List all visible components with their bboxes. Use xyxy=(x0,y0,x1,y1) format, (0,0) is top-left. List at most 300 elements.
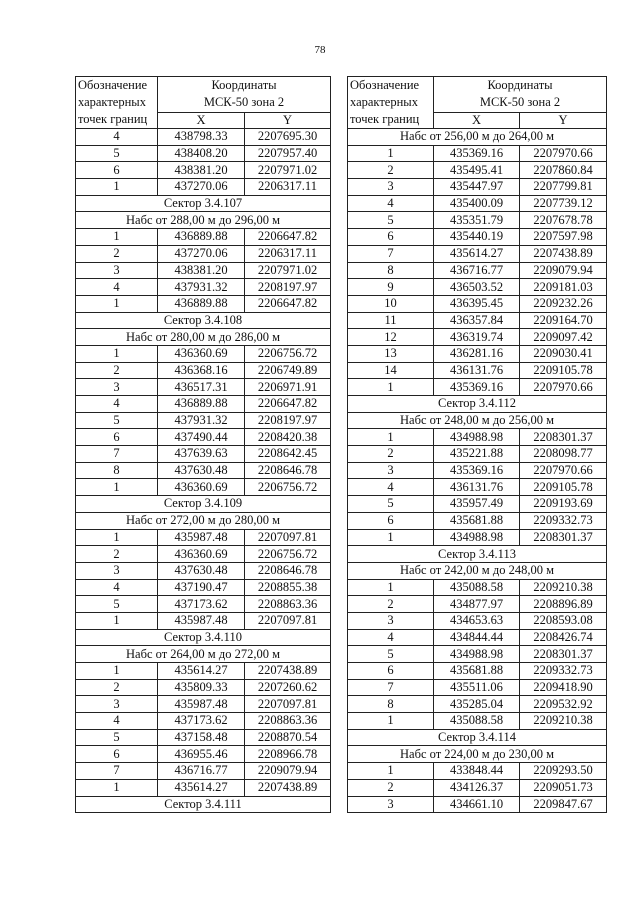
point-number: 4 xyxy=(76,396,158,413)
header-label-line-2: характерных xyxy=(350,95,418,109)
coord-x: 435681.88 xyxy=(434,512,520,529)
point-number: 4 xyxy=(76,713,158,730)
coord-y: 2208863.36 xyxy=(245,713,331,730)
coord-x: 435369.16 xyxy=(434,462,520,479)
point-number: 12 xyxy=(348,329,434,346)
section-label-row xyxy=(348,729,607,746)
table-row xyxy=(76,663,331,680)
table-row xyxy=(348,329,607,346)
table-row xyxy=(348,429,607,446)
section-label: Сектор 3.4.111 xyxy=(76,796,331,813)
table-row xyxy=(348,696,607,713)
coord-x: 437931.32 xyxy=(158,412,245,429)
table-row xyxy=(76,245,331,262)
point-number: 10 xyxy=(348,295,434,312)
section-label: Набс от 280,00 м до 286,00 м xyxy=(76,329,331,346)
point-number: 7 xyxy=(76,446,158,463)
coord-y: 2207438.89 xyxy=(245,663,331,680)
point-number: 2 xyxy=(76,362,158,379)
table-row xyxy=(348,446,607,463)
coord-y: 2208301.37 xyxy=(520,529,607,546)
point-number: 3 xyxy=(76,262,158,279)
header-x: X xyxy=(158,112,245,128)
coord-y: 2208197.97 xyxy=(245,279,331,296)
coord-y: 2208855.38 xyxy=(245,579,331,596)
point-number: 4 xyxy=(348,629,434,646)
point-number: 8 xyxy=(348,696,434,713)
coord-x: 436716.77 xyxy=(158,763,245,780)
table-row xyxy=(76,295,331,312)
coord-x: 436955.46 xyxy=(158,746,245,763)
coord-y: 2206749.89 xyxy=(245,362,331,379)
coord-y: 2209332.73 xyxy=(520,512,607,529)
point-number: 13 xyxy=(348,345,434,362)
coord-x: 435221.88 xyxy=(434,446,520,463)
point-number: 3 xyxy=(76,379,158,396)
table-row xyxy=(348,763,607,780)
coord-x: 437639.63 xyxy=(158,446,245,463)
coord-x: 437270.06 xyxy=(158,179,245,196)
coord-y: 2206647.82 xyxy=(245,229,331,246)
coord-y: 2209532.92 xyxy=(520,696,607,713)
coord-y: 2209293.50 xyxy=(520,763,607,780)
coord-y: 2209181.03 xyxy=(520,279,607,296)
coord-y: 2207695.30 xyxy=(245,129,331,146)
table-row xyxy=(76,279,331,296)
coord-y: 2209051.73 xyxy=(520,779,607,796)
table-row xyxy=(76,529,331,546)
coord-y: 2207957.40 xyxy=(245,145,331,162)
point-number: 1 xyxy=(348,429,434,446)
point-number: 1 xyxy=(76,612,158,629)
header-x: X xyxy=(434,112,520,128)
coord-x: 436360.69 xyxy=(158,345,245,362)
coord-y: 2208863.36 xyxy=(245,596,331,613)
coord-x: 436360.69 xyxy=(158,546,245,563)
section-label-row xyxy=(348,412,607,429)
table-row xyxy=(76,679,331,696)
header-label-line-3: точек границ xyxy=(78,112,148,126)
table-row xyxy=(76,362,331,379)
point-number: 6 xyxy=(76,746,158,763)
coord-x: 437158.48 xyxy=(158,729,245,746)
coord-y: 2209418.90 xyxy=(520,679,607,696)
table-row xyxy=(348,679,607,696)
point-number: 1 xyxy=(348,763,434,780)
table-row xyxy=(348,796,607,813)
table-row xyxy=(76,345,331,362)
section-label: Сектор 3.4.110 xyxy=(76,629,331,646)
coord-y: 2207438.89 xyxy=(245,779,331,796)
table-row xyxy=(348,362,607,379)
coord-y: 2208197.97 xyxy=(245,412,331,429)
section-label-row xyxy=(348,129,607,146)
header-y: Y xyxy=(245,112,331,128)
coord-y: 2208870.54 xyxy=(245,729,331,746)
coord-x: 435987.48 xyxy=(158,529,245,546)
coord-x: 438381.20 xyxy=(158,262,245,279)
header-coords-line-1: Координаты xyxy=(487,78,553,93)
section-label: Набс от 224,00 м до 230,00 м xyxy=(348,746,607,763)
coord-y: 2209105.78 xyxy=(520,362,607,379)
point-number: 7 xyxy=(348,245,434,262)
section-label-row xyxy=(76,629,331,646)
section-label: Сектор 3.4.112 xyxy=(348,396,607,413)
point-number: 5 xyxy=(76,596,158,613)
coord-x: 435614.27 xyxy=(434,245,520,262)
coord-x: 435681.88 xyxy=(434,663,520,680)
coord-x: 434988.98 xyxy=(434,429,520,446)
section-label-row xyxy=(348,746,607,763)
coord-x: 436889.88 xyxy=(158,295,245,312)
point-number: 3 xyxy=(348,462,434,479)
point-number: 6 xyxy=(76,429,158,446)
coord-y: 2207739.12 xyxy=(520,195,607,212)
table-row xyxy=(76,262,331,279)
section-label: Сектор 3.4.107 xyxy=(76,195,331,212)
coord-x: 436360.69 xyxy=(158,479,245,496)
table-row xyxy=(76,429,331,446)
point-number: 8 xyxy=(348,262,434,279)
coord-y: 2208646.78 xyxy=(245,462,331,479)
coord-y: 2207971.02 xyxy=(245,262,331,279)
table-row xyxy=(76,596,331,613)
section-label-row xyxy=(76,329,331,346)
coord-x: 436517.31 xyxy=(158,379,245,396)
section-label-row xyxy=(348,546,607,563)
point-number: 1 xyxy=(348,579,434,596)
coord-x: 436319.74 xyxy=(434,329,520,346)
table-body-right xyxy=(348,129,607,813)
coord-y: 2206317.11 xyxy=(245,179,331,196)
coord-x: 436357.84 xyxy=(434,312,520,329)
section-label-row xyxy=(76,195,331,212)
coordinates-table-left xyxy=(75,76,331,813)
point-number: 1 xyxy=(76,663,158,680)
table-row xyxy=(76,746,331,763)
point-number: 2 xyxy=(76,245,158,262)
point-number: 6 xyxy=(76,162,158,179)
point-number: 1 xyxy=(76,229,158,246)
coord-x: 436395.45 xyxy=(434,295,520,312)
coord-y: 2206647.82 xyxy=(245,396,331,413)
point-number: 2 xyxy=(76,679,158,696)
coord-y: 2207970.66 xyxy=(520,379,607,396)
coord-y: 2206317.11 xyxy=(245,245,331,262)
point-number: 6 xyxy=(348,663,434,680)
table-row xyxy=(76,462,331,479)
point-number: 1 xyxy=(76,179,158,196)
coord-x: 435351.79 xyxy=(434,212,520,229)
point-number: 1 xyxy=(348,379,434,396)
coord-y: 2208420.38 xyxy=(245,429,331,446)
point-number: 11 xyxy=(348,312,434,329)
table-row xyxy=(76,229,331,246)
header-label-line-2: характерных xyxy=(78,95,146,109)
coord-y: 2209332.73 xyxy=(520,663,607,680)
coord-y: 2209210.38 xyxy=(520,713,607,730)
coord-y: 2207970.66 xyxy=(520,462,607,479)
coord-x: 436889.88 xyxy=(158,396,245,413)
point-number: 3 xyxy=(76,696,158,713)
table-row xyxy=(76,379,331,396)
table-row xyxy=(76,612,331,629)
coord-y: 2208593.08 xyxy=(520,612,607,629)
point-number: 3 xyxy=(348,796,434,813)
table-row xyxy=(76,162,331,179)
coord-y: 2207860.84 xyxy=(520,162,607,179)
table-row xyxy=(348,312,607,329)
point-number: 4 xyxy=(76,129,158,146)
table-row xyxy=(348,479,607,496)
point-number: 7 xyxy=(348,679,434,696)
coord-x: 435495.41 xyxy=(434,162,520,179)
page-number: 78 xyxy=(314,44,326,56)
coord-y: 2209105.78 xyxy=(520,479,607,496)
table-row xyxy=(348,262,607,279)
point-number: 1 xyxy=(76,529,158,546)
table-row xyxy=(76,479,331,496)
point-number: 1 xyxy=(348,713,434,730)
coord-x: 437173.62 xyxy=(158,713,245,730)
header-label-line-3: точек границ xyxy=(350,112,420,126)
table-row xyxy=(76,763,331,780)
table-row xyxy=(76,446,331,463)
header-coordinates xyxy=(158,77,331,113)
header-coords-line-2: МСК-50 зона 2 xyxy=(203,95,285,110)
section-label-row xyxy=(76,512,331,529)
coord-x: 436503.52 xyxy=(434,279,520,296)
section-label-row xyxy=(348,562,607,579)
coord-y: 2207971.02 xyxy=(245,162,331,179)
table-row xyxy=(76,579,331,596)
point-number: 1 xyxy=(348,529,434,546)
table-row xyxy=(76,779,331,796)
coord-x: 435440.19 xyxy=(434,229,520,246)
table-row xyxy=(76,396,331,413)
table-row xyxy=(76,412,331,429)
coord-x: 434988.98 xyxy=(434,529,520,546)
table-row xyxy=(348,162,607,179)
coord-x: 438408.20 xyxy=(158,145,245,162)
table-row xyxy=(76,145,331,162)
coord-y: 2206756.72 xyxy=(245,546,331,563)
coord-y: 2208301.37 xyxy=(520,429,607,446)
table-row xyxy=(348,713,607,730)
point-number: 2 xyxy=(348,596,434,613)
table-row xyxy=(348,663,607,680)
coord-y: 2209232.26 xyxy=(520,295,607,312)
point-number: 1 xyxy=(76,345,158,362)
point-number: 4 xyxy=(348,195,434,212)
table-row xyxy=(348,612,607,629)
section-label: Набс от 272,00 м до 280,00 м xyxy=(76,512,331,529)
point-number: 5 xyxy=(348,646,434,663)
coord-x: 435957.49 xyxy=(434,496,520,513)
coord-y: 2207097.81 xyxy=(245,529,331,546)
point-number: 8 xyxy=(76,462,158,479)
point-number: 1 xyxy=(76,295,158,312)
point-number: 4 xyxy=(348,479,434,496)
table-row xyxy=(76,179,331,196)
coord-x: 438381.20 xyxy=(158,162,245,179)
coord-x: 435369.16 xyxy=(434,379,520,396)
table-row xyxy=(348,279,607,296)
coord-y: 2209847.67 xyxy=(520,796,607,813)
section-label: Сектор 3.4.109 xyxy=(76,496,331,513)
section-label: Набс от 242,00 м до 248,00 м xyxy=(348,562,607,579)
table-row xyxy=(348,379,607,396)
coord-y: 2209079.94 xyxy=(520,262,607,279)
coord-y: 2206756.72 xyxy=(245,345,331,362)
table-row xyxy=(348,229,607,246)
table-row xyxy=(348,646,607,663)
point-number: 5 xyxy=(76,145,158,162)
header-points-label xyxy=(348,77,434,129)
coord-x: 436281.16 xyxy=(434,345,520,362)
coord-x: 437630.48 xyxy=(158,462,245,479)
coord-y: 2208646.78 xyxy=(245,562,331,579)
table-row xyxy=(76,713,331,730)
section-label: Набс от 256,00 м до 264,00 м xyxy=(348,129,607,146)
table-row xyxy=(348,462,607,479)
point-number: 4 xyxy=(76,579,158,596)
header-y: Y xyxy=(520,112,607,128)
header-label-line-1: Обозначение xyxy=(78,78,148,92)
table-row xyxy=(348,179,607,196)
coord-x: 435614.27 xyxy=(158,779,245,796)
coord-x: 437931.32 xyxy=(158,279,245,296)
point-number: 9 xyxy=(348,279,434,296)
coord-y: 2208426.74 xyxy=(520,629,607,646)
section-label-row xyxy=(348,396,607,413)
section-label: Сектор 3.4.113 xyxy=(348,546,607,563)
section-label-row xyxy=(76,212,331,229)
table-row xyxy=(348,345,607,362)
header-coords-line-2: МСК-50 зона 2 xyxy=(479,95,561,110)
coord-x: 434126.37 xyxy=(434,779,520,796)
table-row xyxy=(348,512,607,529)
section-label: Набс от 248,00 м до 256,00 м xyxy=(348,412,607,429)
coord-x: 435511.06 xyxy=(434,679,520,696)
coord-x: 435614.27 xyxy=(158,663,245,680)
coord-x: 435809.33 xyxy=(158,679,245,696)
point-number: 3 xyxy=(348,179,434,196)
table-row xyxy=(76,729,331,746)
coord-x: 437190.47 xyxy=(158,579,245,596)
coord-y: 2208301.37 xyxy=(520,646,607,663)
table-body-left xyxy=(76,129,331,813)
table-row xyxy=(348,245,607,262)
point-number: 1 xyxy=(76,479,158,496)
point-number: 5 xyxy=(348,212,434,229)
coord-y: 2209030.41 xyxy=(520,345,607,362)
coord-x: 437490.44 xyxy=(158,429,245,446)
coord-y: 2209097.42 xyxy=(520,329,607,346)
table-row xyxy=(348,212,607,229)
coord-y: 2209210.38 xyxy=(520,579,607,596)
section-label-row xyxy=(76,312,331,329)
section-label-row xyxy=(76,646,331,663)
coord-y: 2206971.91 xyxy=(245,379,331,396)
section-label-row xyxy=(76,496,331,513)
coord-x: 436368.16 xyxy=(158,362,245,379)
coord-x: 436716.77 xyxy=(434,262,520,279)
coord-y: 2207678.78 xyxy=(520,212,607,229)
coord-x: 434988.98 xyxy=(434,646,520,663)
point-number: 3 xyxy=(76,562,158,579)
header-coords-line-1: Координаты xyxy=(211,78,277,93)
table-row xyxy=(348,596,607,613)
coord-x: 438798.33 xyxy=(158,129,245,146)
coord-x: 437173.62 xyxy=(158,596,245,613)
coord-y: 2209164.70 xyxy=(520,312,607,329)
coord-y: 2207438.89 xyxy=(520,245,607,262)
coord-x: 436131.76 xyxy=(434,362,520,379)
coord-x: 436889.88 xyxy=(158,229,245,246)
table-row xyxy=(348,496,607,513)
point-number: 5 xyxy=(348,496,434,513)
section-label-row xyxy=(76,796,331,813)
coord-y: 2209193.69 xyxy=(520,496,607,513)
table-row xyxy=(348,629,607,646)
point-number: 1 xyxy=(348,145,434,162)
coord-y: 2208098.77 xyxy=(520,446,607,463)
point-number: 5 xyxy=(76,412,158,429)
coord-x: 437270.06 xyxy=(158,245,245,262)
coord-x: 434844.44 xyxy=(434,629,520,646)
coord-y: 2207799.81 xyxy=(520,179,607,196)
table-row xyxy=(348,779,607,796)
coord-x: 437630.48 xyxy=(158,562,245,579)
point-number: 2 xyxy=(76,546,158,563)
coord-x: 435088.58 xyxy=(434,579,520,596)
point-number: 2 xyxy=(348,446,434,463)
coord-x: 435987.48 xyxy=(158,696,245,713)
coord-x: 434653.63 xyxy=(434,612,520,629)
section-label: Набс от 264,00 м до 272,00 м xyxy=(76,646,331,663)
coord-y: 2207097.81 xyxy=(245,696,331,713)
point-number: 3 xyxy=(348,612,434,629)
coord-y: 2208966.78 xyxy=(245,746,331,763)
point-number: 14 xyxy=(348,362,434,379)
table-row xyxy=(76,696,331,713)
coord-y: 2206756.72 xyxy=(245,479,331,496)
table-row xyxy=(348,195,607,212)
coord-x: 433848.44 xyxy=(434,763,520,780)
header-label-line-1: Обозначение xyxy=(350,78,420,92)
coord-x: 435285.04 xyxy=(434,696,520,713)
table-row xyxy=(76,562,331,579)
coord-y: 2208896.89 xyxy=(520,596,607,613)
point-number: 2 xyxy=(348,779,434,796)
point-number: 2 xyxy=(348,162,434,179)
coord-x: 434661.10 xyxy=(434,796,520,813)
coord-y: 2208642.45 xyxy=(245,446,331,463)
table-row xyxy=(348,295,607,312)
coord-x: 435088.58 xyxy=(434,713,520,730)
coord-y: 2206647.82 xyxy=(245,295,331,312)
table-row xyxy=(348,145,607,162)
coord-x: 436131.76 xyxy=(434,479,520,496)
coord-x: 435447.97 xyxy=(434,179,520,196)
coord-x: 435987.48 xyxy=(158,612,245,629)
coord-y: 2207260.62 xyxy=(245,679,331,696)
table-row xyxy=(76,129,331,146)
coord-y: 2209079.94 xyxy=(245,763,331,780)
point-number: 4 xyxy=(76,279,158,296)
coordinates-table-right xyxy=(347,76,607,813)
